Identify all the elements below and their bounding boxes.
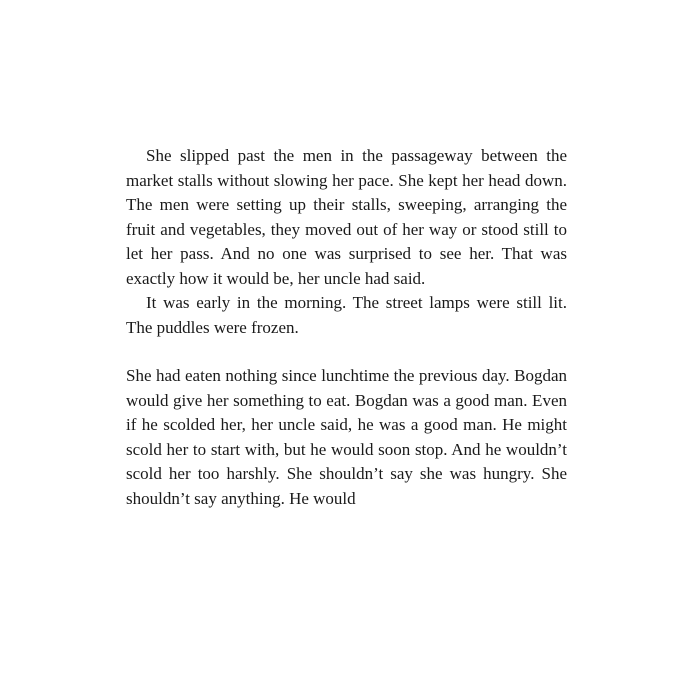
body-text <box>126 144 567 511</box>
section-break <box>126 340 567 364</box>
paragraph-3: She had eaten nothing since lunchtime the previous day. Bogdan would give her something to eat. Bogdan was a good man. Even if he scolded her, her uncle said, he was a good man. He might scold her to start with, but he would soon stop. And he wouldn’t scold her too harshly. She shouldn’t say she was hungry. She shouldn’t say anything. He would <box>126 366 567 508</box>
paragraph-1: She slipped past the men in the passageway between the market stalls without slowing her pace. She kept her head down. The men were setting up their stalls, sweeping, arranging the fruit and vegetables, they moved out of her way or stood still to let her pass. And no one was surprised to see her. That was exactly how it would be, her uncle had said. <box>126 146 567 288</box>
paragraph-2: It was early in the morning. The street lamps were still lit. The puddles were frozen. <box>126 293 567 337</box>
